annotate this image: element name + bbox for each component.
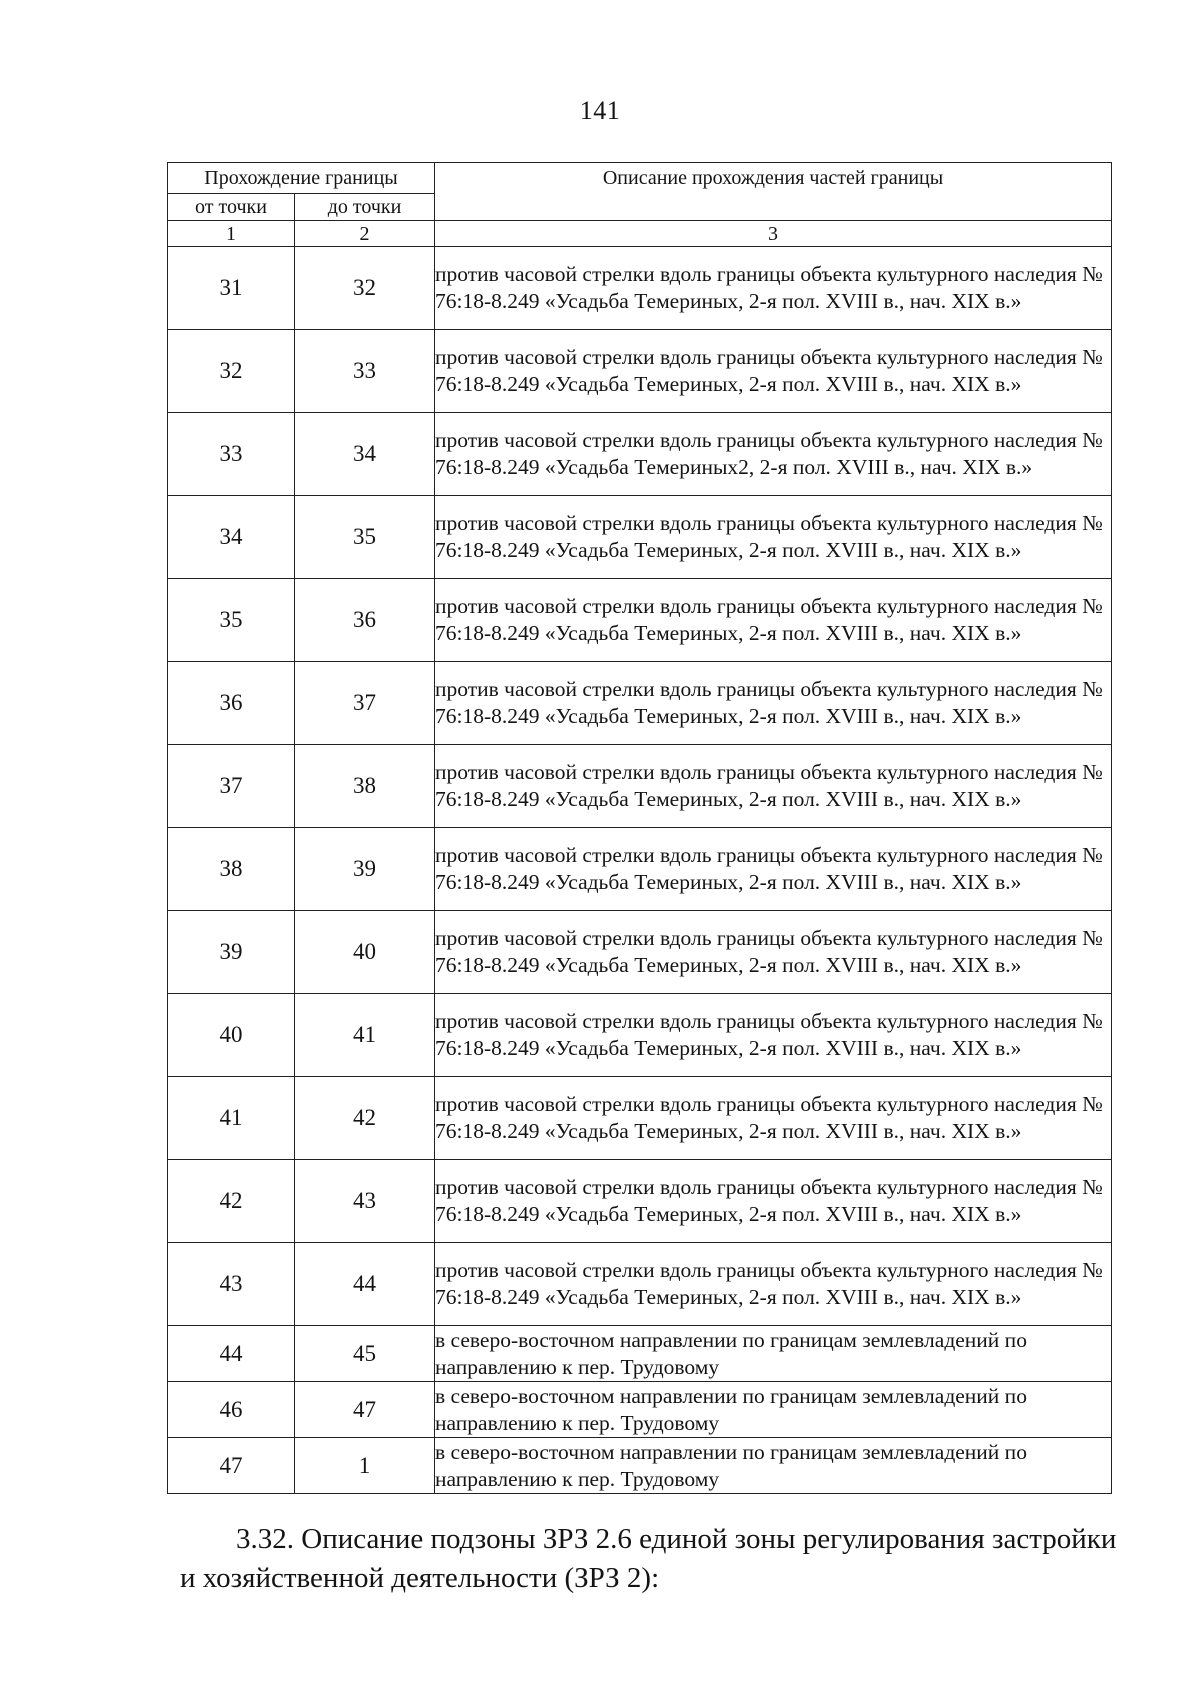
to-point-cell: 33 bbox=[295, 330, 435, 413]
from-point-cell: 41 bbox=[168, 1077, 295, 1160]
header-from-point: от точки bbox=[168, 194, 295, 221]
from-point-cell: 36 bbox=[168, 662, 295, 745]
from-point-cell: 39 bbox=[168, 911, 295, 994]
description-cell: против часовой стрелки вдоль границы объекта культурного наследия № 76:18-8.249 «Усадьба Темериных2, 2-я пол. XVIII в., нач. XIX в.» bbox=[435, 413, 1112, 496]
to-point-cell: 34 bbox=[295, 413, 435, 496]
table-row bbox=[168, 1160, 1112, 1243]
from-point-cell: 34 bbox=[168, 496, 295, 579]
from-point-cell: 42 bbox=[168, 1160, 295, 1243]
description-cell: в северо-восточном направлении по границам землевладений по направлению к пер. Трудовому bbox=[435, 1382, 1112, 1438]
to-point-cell: 41 bbox=[295, 994, 435, 1077]
section-heading-line2: и хозяйственной деятельности (ЗРЗ 2): bbox=[180, 1562, 660, 1594]
from-point-cell: 32 bbox=[168, 330, 295, 413]
table-row bbox=[168, 662, 1112, 745]
section-heading bbox=[180, 1520, 1120, 1598]
from-point-cell: 38 bbox=[168, 828, 295, 911]
description-cell: против часовой стрелки вдоль границы объекта культурного наследия № 76:18-8.249 «Усадьба Темериных, 2-я пол. XVIII в., нач. XIX в.» bbox=[435, 496, 1112, 579]
table-row bbox=[168, 1243, 1112, 1326]
page-number: 141 bbox=[579, 96, 621, 125]
table-row bbox=[168, 496, 1112, 579]
description-cell: против часовой стрелки вдоль границы объекта культурного наследия № 76:18-8.249 «Усадьба Темериных, 2-я пол. XVIII в., нач. XIX в.» bbox=[435, 994, 1112, 1077]
to-point-cell: 32 bbox=[295, 247, 435, 330]
to-point-cell: 43 bbox=[295, 1160, 435, 1243]
header-boundary-passage: Прохождение границы bbox=[168, 163, 435, 194]
table-row bbox=[168, 745, 1112, 828]
to-point-cell: 1 bbox=[295, 1438, 435, 1494]
table-row bbox=[168, 1438, 1112, 1494]
to-point-cell: 39 bbox=[295, 828, 435, 911]
table-row bbox=[168, 994, 1112, 1077]
from-point-cell: 33 bbox=[168, 413, 295, 496]
description-cell: против часовой стрелки вдоль границы объекта культурного наследия № 76:18-8.249 «Усадьба Темериных, 2-я пол. XVIII в., нач. XIX в.» bbox=[435, 1243, 1112, 1326]
table-row bbox=[168, 911, 1112, 994]
description-cell: против часовой стрелки вдоль границы объекта культурного наследия № 76:18-8.249 «Усадьба Темериных, 2-я пол. XVIII в., нач. XIX в.» bbox=[435, 662, 1112, 745]
table-row bbox=[168, 1326, 1112, 1382]
column-number: 2 bbox=[295, 221, 435, 247]
table-row bbox=[168, 828, 1112, 911]
to-point-cell: 37 bbox=[295, 662, 435, 745]
to-point-cell: 44 bbox=[295, 1243, 435, 1326]
from-point-cell: 43 bbox=[168, 1243, 295, 1326]
to-point-cell: 47 bbox=[295, 1382, 435, 1438]
to-point-cell: 35 bbox=[295, 496, 435, 579]
table-row bbox=[168, 1077, 1112, 1160]
header-description: Описание прохождения частей границы bbox=[435, 163, 1112, 221]
from-point-cell: 37 bbox=[168, 745, 295, 828]
description-cell: против часовой стрелки вдоль границы объекта культурного наследия № 76:18-8.249 «Усадьба Темериных, 2-я пол. XVIII в., нач. XIX в.» bbox=[435, 579, 1112, 662]
to-point-cell: 36 bbox=[295, 579, 435, 662]
from-point-cell: 44 bbox=[168, 1326, 295, 1382]
table-row bbox=[168, 247, 1112, 330]
table-row bbox=[168, 1382, 1112, 1438]
column-number: 1 bbox=[168, 221, 295, 247]
description-cell: против часовой стрелки вдоль границы объекта культурного наследия № 76:18-8.249 «Усадьба Темериных, 2-я пол. XVIII в., нач. XIX в.» bbox=[435, 745, 1112, 828]
from-point-cell: 46 bbox=[168, 1382, 295, 1438]
description-cell: против часовой стрелки вдоль границы объекта культурного наследия № 76:18-8.249 «Усадьба Темериных, 2-я пол. XVIII в., нач. XIX в.» bbox=[435, 1160, 1112, 1243]
table-row bbox=[168, 413, 1112, 496]
description-cell: против часовой стрелки вдоль границы объекта культурного наследия № 76:18-8.249 «Усадьба Темериных, 2-я пол. XVIII в., нач. XIX в.» bbox=[435, 828, 1112, 911]
table-body bbox=[168, 247, 1112, 1494]
description-cell: в северо-восточном направлении по границам землевладений по направлению к пер. Трудовому bbox=[435, 1326, 1112, 1382]
from-point-cell: 40 bbox=[168, 994, 295, 1077]
boundary-table bbox=[167, 162, 1112, 1494]
to-point-cell: 45 bbox=[295, 1326, 435, 1382]
table-header-row bbox=[168, 163, 1112, 194]
table-row bbox=[168, 579, 1112, 662]
from-point-cell: 47 bbox=[168, 1438, 295, 1494]
column-number: 3 bbox=[435, 221, 1112, 247]
table-row bbox=[168, 330, 1112, 413]
header-to-point: до точки bbox=[295, 194, 435, 221]
from-point-cell: 31 bbox=[168, 247, 295, 330]
description-cell: против часовой стрелки вдоль границы объекта культурного наследия № 76:18-8.249 «Усадьба Темериных, 2-я пол. XVIII в., нач. XIX в.» bbox=[435, 1077, 1112, 1160]
from-point-cell: 35 bbox=[168, 579, 295, 662]
description-cell: против часовой стрелки вдоль границы объекта культурного наследия № 76:18-8.249 «Усадьба Темериных, 2-я пол. XVIII в., нач. XIX в.» bbox=[435, 911, 1112, 994]
column-number-row bbox=[168, 221, 1112, 247]
section-heading-line1: 3.32. Описание подзоны ЗРЗ 2.6 единой зоны регулирования застройки bbox=[236, 1523, 1117, 1555]
description-cell: против часовой стрелки вдоль границы объекта культурного наследия № 76:18-8.249 «Усадьба Темериных, 2-я пол. XVIII в., нач. XIX в.» bbox=[435, 330, 1112, 413]
description-cell: в северо-восточном направлении по границам землевладений по направлению к пер. Трудовому bbox=[435, 1438, 1112, 1494]
to-point-cell: 38 bbox=[295, 745, 435, 828]
to-point-cell: 42 bbox=[295, 1077, 435, 1160]
to-point-cell: 40 bbox=[295, 911, 435, 994]
description-cell: против часовой стрелки вдоль границы объекта культурного наследия № 76:18-8.249 «Усадьба Темериных, 2-я пол. XVIII в., нач. XIX в.» bbox=[435, 247, 1112, 330]
